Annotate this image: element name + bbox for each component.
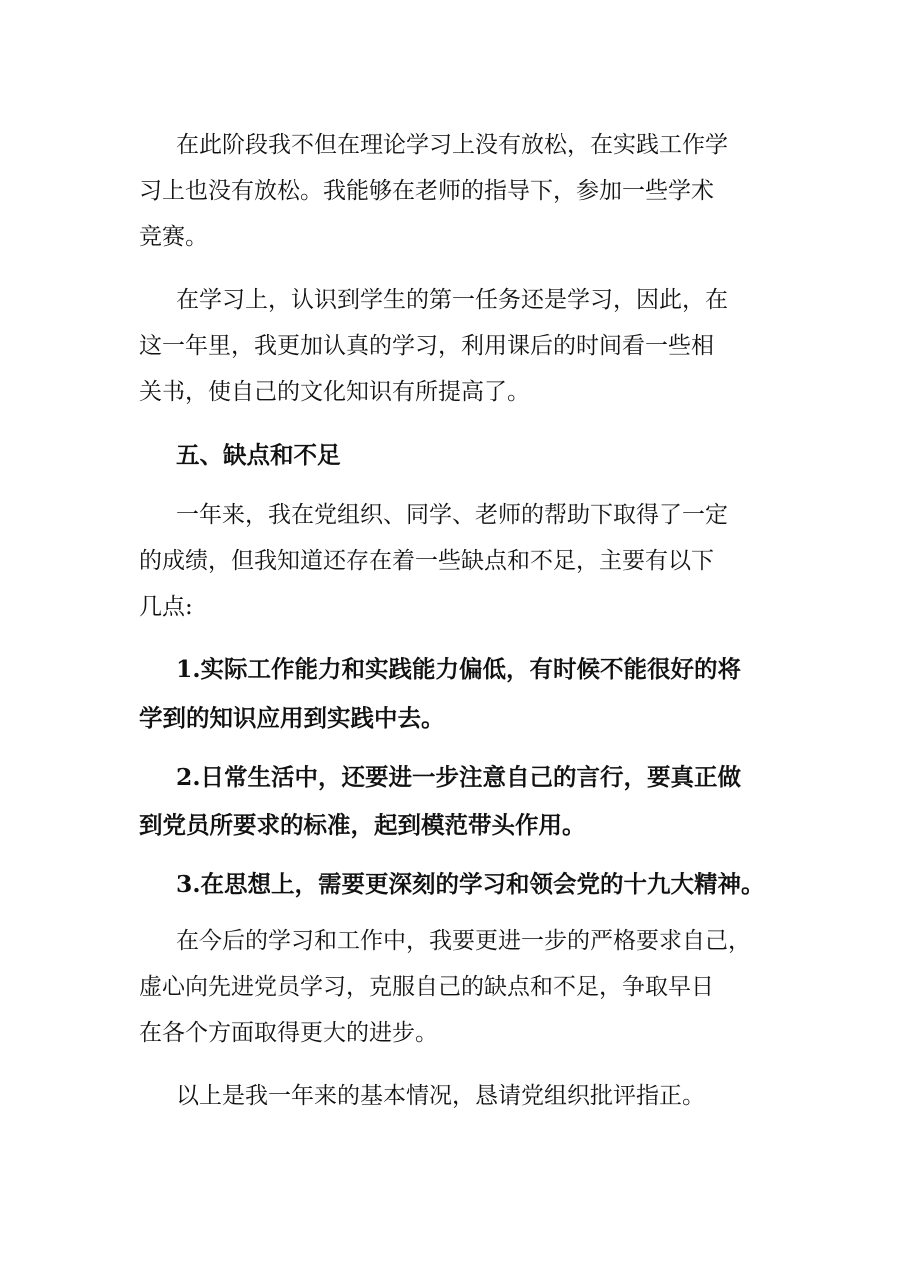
paragraph-4-line-1: 一年来，我在党组织、同学、老师的帮助下取得了一定 xyxy=(176,502,728,528)
paragraph-4-line-2: 的成绩，但我知道还存在着一些缺点和不足，主要有以下 xyxy=(139,548,714,574)
paragraph-4-line-3: 几点: xyxy=(139,594,193,620)
paragraph-2-line-3: 关书，使自己的文化知识有所提高了。 xyxy=(139,379,530,405)
list-item-1-line-1: 1.实际工作能力和实践能力偏低，有时候不能很好的将 xyxy=(176,655,742,683)
list-item-1-line-2: 学到的知识应用到实践中去。 xyxy=(139,704,445,732)
paragraph-1-line-3: 竞赛。 xyxy=(139,224,208,250)
list-item-2-line-1: 2.日常生活中，还要进一步注意自己的言行，要真正做 xyxy=(176,763,742,791)
list-item-3-line-1: 3.在思想上，需要更深刻的学习和领会党的十九大精神。 xyxy=(176,870,765,898)
paragraph-9-line-1: 以上是我一年来的基本情况，恳请党组织批评指正。 xyxy=(176,1083,705,1109)
section-heading: 五、缺点和不足 xyxy=(176,441,341,469)
paragraph-8-line-3: 在各个方面取得更大的进步。 xyxy=(139,1020,438,1046)
paragraph-1-line-1: 在此阶段我不但在理论学习上没有放松，在实践工作学 xyxy=(176,132,728,158)
paragraph-2-line-2: 这一年里，我更加认真的学习，利用课后的时间看一些相 xyxy=(139,333,714,359)
paragraph-8-line-1: 在今后的学习和工作中，我要更进一步的严格要求自己， xyxy=(176,928,751,954)
paragraph-2-line-1: 在学习上，认识到学生的第一任务还是学习，因此，在 xyxy=(176,287,728,313)
list-item-2-line-2: 到党员所要求的标准，起到模范带头作用。 xyxy=(139,811,586,839)
paragraph-1-line-2: 习上也没有放松。我能够在老师的指导下，参加一些学术 xyxy=(139,178,714,204)
paragraph-8-line-2: 虚心向先进党员学习，克服自己的缺点和不足，争取早日 xyxy=(139,974,714,1000)
